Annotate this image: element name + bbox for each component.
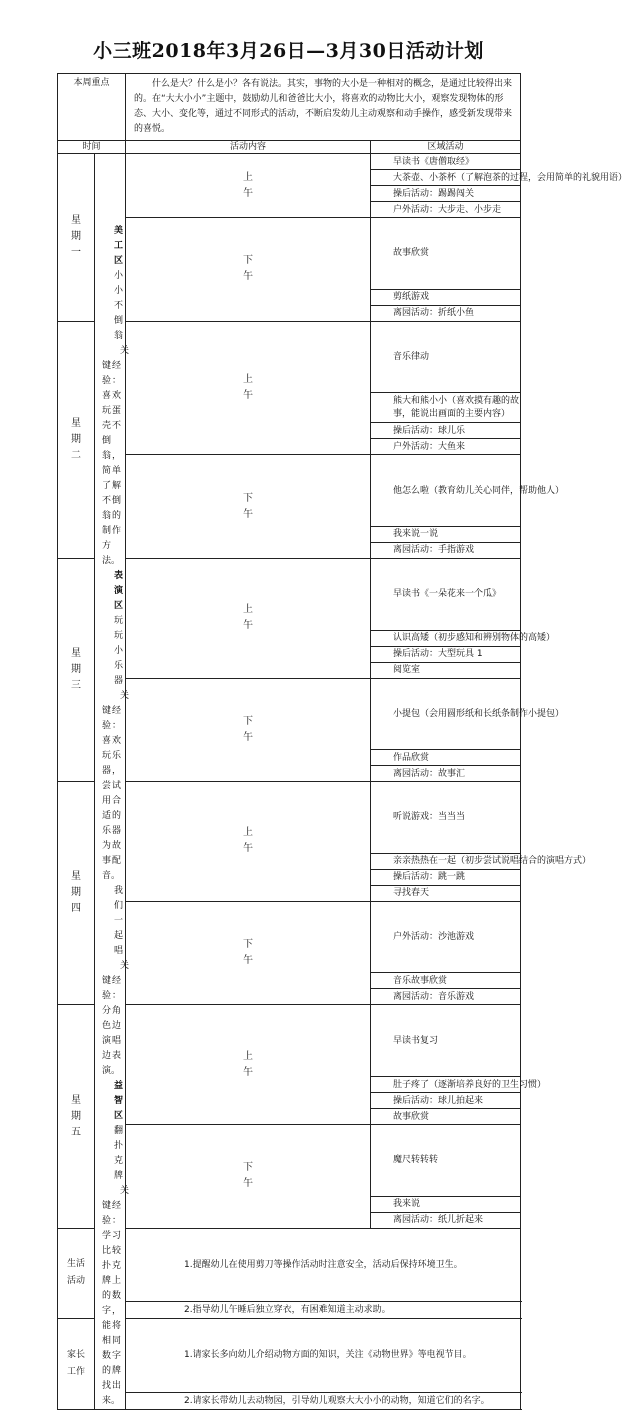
label-char: 下 bbox=[243, 492, 254, 504]
parent-work-item: 1.请家长多向幼儿介绍动物方面的知识，关注《动物世界》等电视节目。 bbox=[126, 1319, 521, 1392]
activity-item: 早读书《唐僧取经》 bbox=[371, 154, 521, 170]
area-activity-name: 小小不倒翁 bbox=[114, 271, 124, 341]
label-char: 二 bbox=[71, 449, 81, 461]
label-char: 午 bbox=[243, 843, 254, 855]
activity-item: 操后活动：踢踢闯关 bbox=[371, 186, 521, 202]
label-char: 午 bbox=[243, 271, 254, 283]
activity-item: 我来说 bbox=[371, 1196, 521, 1212]
label-char: 星 bbox=[71, 215, 81, 227]
label-char: 午 bbox=[243, 187, 254, 199]
activity-item: 操后活动：大型玩具 1 bbox=[371, 646, 521, 662]
label-char: 期 bbox=[71, 231, 81, 243]
afternoon-label bbox=[126, 218, 371, 322]
label-char: 午 bbox=[243, 731, 254, 743]
activity-item: 操后活动：球儿乐 bbox=[371, 423, 521, 439]
area-activity-name: 翻扑克牌 bbox=[114, 1126, 124, 1181]
label-char: 三 bbox=[71, 680, 81, 691]
morning-label bbox=[126, 154, 371, 218]
label-char: 上 bbox=[243, 373, 254, 385]
area-activity-name: 我们一起唱 bbox=[114, 886, 124, 956]
activity-item: 肚子疼了（逐渐培养良好的卫生习惯） bbox=[371, 1077, 521, 1093]
day-label bbox=[58, 558, 95, 781]
area-title: 美工区 bbox=[114, 226, 124, 266]
activity-row bbox=[58, 455, 521, 527]
activity-item: 我来说一说 bbox=[371, 526, 521, 542]
page-title: 小三班2018年3月26日—3月30日活动计划 bbox=[93, 40, 484, 62]
label-char: 上 bbox=[243, 1050, 254, 1062]
activity-item: 寻找春天 bbox=[371, 885, 521, 901]
activity-item: 阅览室 bbox=[371, 662, 521, 678]
activity-item: 离园活动：折纸小鱼 bbox=[371, 305, 521, 321]
activity-item: 熊大和熊小小（喜欢摸有趣的故事，能说出画面的主要内容） bbox=[371, 393, 521, 423]
area-activities bbox=[95, 154, 130, 1410]
label-char: 期 bbox=[71, 664, 81, 675]
activity-item: 离园活动：纸儿折起来 bbox=[371, 1212, 521, 1228]
activity-item: 小提包（会用圆形纸和长纸条制作小提包） bbox=[371, 678, 521, 750]
activity-item: 离园活动：手指游戏 bbox=[371, 542, 521, 558]
afternoon-label bbox=[126, 1125, 371, 1229]
label-char: 上 bbox=[243, 827, 254, 839]
label-char: 午 bbox=[243, 508, 254, 520]
activity-item: 操后活动：跳一跳 bbox=[371, 869, 521, 885]
area-key-experience: 关键经验：学习比较扑克牌上的数字，能将相同数字的牌找出来。 bbox=[102, 1186, 130, 1406]
label-char: 四 bbox=[71, 903, 81, 915]
area-key-experience: 关键经验：喜欢玩乐器，尝试用合适的乐器为故事配音。 bbox=[102, 691, 130, 881]
content-header: 活动内容 bbox=[126, 141, 371, 154]
label-char: 家长 bbox=[66, 1350, 85, 1361]
life-activities-item: 1.提醒幼儿在使用剪刀等操作活动时注意安全，活动后保持环境卫生。 bbox=[126, 1228, 521, 1301]
area-block bbox=[102, 569, 130, 884]
area-activity-name: 玩玩小乐器 bbox=[114, 616, 124, 686]
morning-label bbox=[126, 558, 371, 678]
day-label bbox=[58, 782, 95, 1005]
label-char: 午 bbox=[243, 955, 254, 967]
label-char: 下 bbox=[243, 939, 254, 951]
activity-item: 户外活动：大步走、小步走 bbox=[371, 202, 521, 218]
label-char: 下 bbox=[243, 1162, 254, 1174]
header-row bbox=[58, 141, 521, 154]
day-label bbox=[58, 154, 95, 322]
activity-item: 故事欣赏 bbox=[371, 1109, 521, 1125]
label-char: 星 bbox=[71, 648, 81, 659]
activity-item: 魔尺转转转 bbox=[371, 1125, 521, 1197]
activity-item: 户外活动：沙池游戏 bbox=[371, 901, 521, 973]
label-char: 午 bbox=[243, 1066, 254, 1078]
parent-work-row bbox=[58, 1392, 521, 1410]
morning-label bbox=[126, 1005, 371, 1125]
activity-item: 操后活动：球儿拍起来 bbox=[371, 1093, 521, 1109]
afternoon-label bbox=[126, 678, 371, 782]
life-activities-row bbox=[58, 1301, 521, 1319]
time-header: 时间 bbox=[58, 141, 126, 154]
day-label bbox=[58, 1005, 95, 1228]
label-char: 午 bbox=[243, 1178, 254, 1190]
activity-item: 认识高矮（初步感知和辨别物体的高矮） bbox=[371, 630, 521, 646]
life-activities-item: 2.指导幼儿午睡后独立穿衣，有困难知道主动求助。 bbox=[126, 1301, 521, 1319]
weekly-focus-text: 什么是大？什么是小？各有说法。其实，事物的大小是一种相对的概念，是通过比较得出来的。在“大大小小”主题中，鼓励幼儿和爸爸比大小，将喜欢的动物比大小，观察发现物体的形态、大小、变化等，通过不同形式的活动，不断启发幼儿主动观察和动手操作，感受新发现带来的喜悦。 bbox=[126, 74, 521, 141]
day-label bbox=[58, 321, 95, 558]
activity-item: 他怎么啦（教育幼儿关心同伴，帮助他人） bbox=[371, 455, 521, 527]
label-char: 午 bbox=[243, 620, 254, 632]
activity-item: 离园活动：故事汇 bbox=[371, 766, 521, 782]
activity-item: 音乐故事欣赏 bbox=[371, 973, 521, 989]
activity-item: 早读书复习 bbox=[371, 1005, 521, 1077]
label-char: 下 bbox=[243, 715, 254, 727]
area-key-experience: 关键经验：分角色边演唱边表演。 bbox=[102, 961, 130, 1076]
label-char: 活动 bbox=[66, 1276, 85, 1287]
activity-item: 早读书《一朵花来一个瓜》 bbox=[371, 558, 521, 630]
activity-item: 故事欣赏 bbox=[371, 218, 521, 290]
parent-work-label bbox=[58, 1319, 95, 1410]
label-char: 星 bbox=[71, 1094, 81, 1106]
activity-row bbox=[58, 218, 521, 290]
morning-label bbox=[126, 321, 371, 455]
afternoon-label bbox=[126, 455, 371, 559]
label-char: 期 bbox=[71, 433, 81, 445]
parent-work-row bbox=[58, 1319, 521, 1392]
life-activities-row bbox=[58, 1228, 521, 1301]
label-char: 工作 bbox=[66, 1367, 85, 1378]
activity-row bbox=[58, 154, 521, 170]
life-activities-label bbox=[58, 1228, 95, 1319]
activity-item: 音乐律动 bbox=[371, 321, 521, 393]
afternoon-label bbox=[126, 901, 371, 1005]
label-char: 一 bbox=[71, 247, 81, 259]
label-char: 期 bbox=[71, 887, 81, 899]
label-char: 下 bbox=[243, 255, 254, 267]
label-char: 五 bbox=[71, 1126, 81, 1138]
activity-item: 作品欣赏 bbox=[371, 750, 521, 766]
label-char: 期 bbox=[71, 1110, 81, 1122]
label-char: 星 bbox=[71, 871, 81, 883]
activity-item: 亲亲热热在一起（初步尝试说唱结合的演唱方式） bbox=[371, 853, 521, 869]
area-key-experience: 关键经验：喜欢玩蛋壳不倒翁，简单了解不倒翁的制作方法。 bbox=[102, 346, 130, 566]
activity-item: 户外活动：大鱼来 bbox=[371, 439, 521, 455]
activity-plan-table bbox=[57, 73, 627, 1410]
area-block bbox=[102, 224, 130, 569]
label-char: 午 bbox=[243, 389, 254, 401]
area-block bbox=[102, 1079, 130, 1409]
label-char: 星 bbox=[71, 417, 81, 429]
area-block bbox=[102, 884, 130, 1079]
area-title: 益智区 bbox=[114, 1081, 124, 1121]
label-char: 上 bbox=[243, 604, 254, 616]
parent-work-item: 2.请家长带幼儿去动物园，引导幼儿观察大大小小的动物，知道它们的名字。 bbox=[126, 1392, 521, 1410]
activity-row bbox=[58, 782, 521, 854]
activity-item: 大茶壶、小茶杯（了解泡茶的过程，会用简单的礼貌用语） bbox=[371, 170, 521, 186]
morning-label bbox=[126, 782, 371, 902]
activity-item: 离园活动：音乐游戏 bbox=[371, 989, 521, 1005]
weekly-focus-label: 本周重点 bbox=[58, 74, 126, 141]
activity-item: 剪纸游戏 bbox=[371, 289, 521, 305]
label-char: 上 bbox=[243, 171, 254, 183]
area-header: 区域活动 bbox=[371, 141, 521, 154]
area-title: 表演区 bbox=[114, 571, 124, 611]
activity-item: 听说游戏：当当当 bbox=[371, 782, 521, 854]
activity-row bbox=[58, 1005, 521, 1077]
label-char: 生活 bbox=[66, 1259, 85, 1270]
activity-row bbox=[58, 558, 521, 630]
weekly-focus-row bbox=[58, 74, 521, 141]
